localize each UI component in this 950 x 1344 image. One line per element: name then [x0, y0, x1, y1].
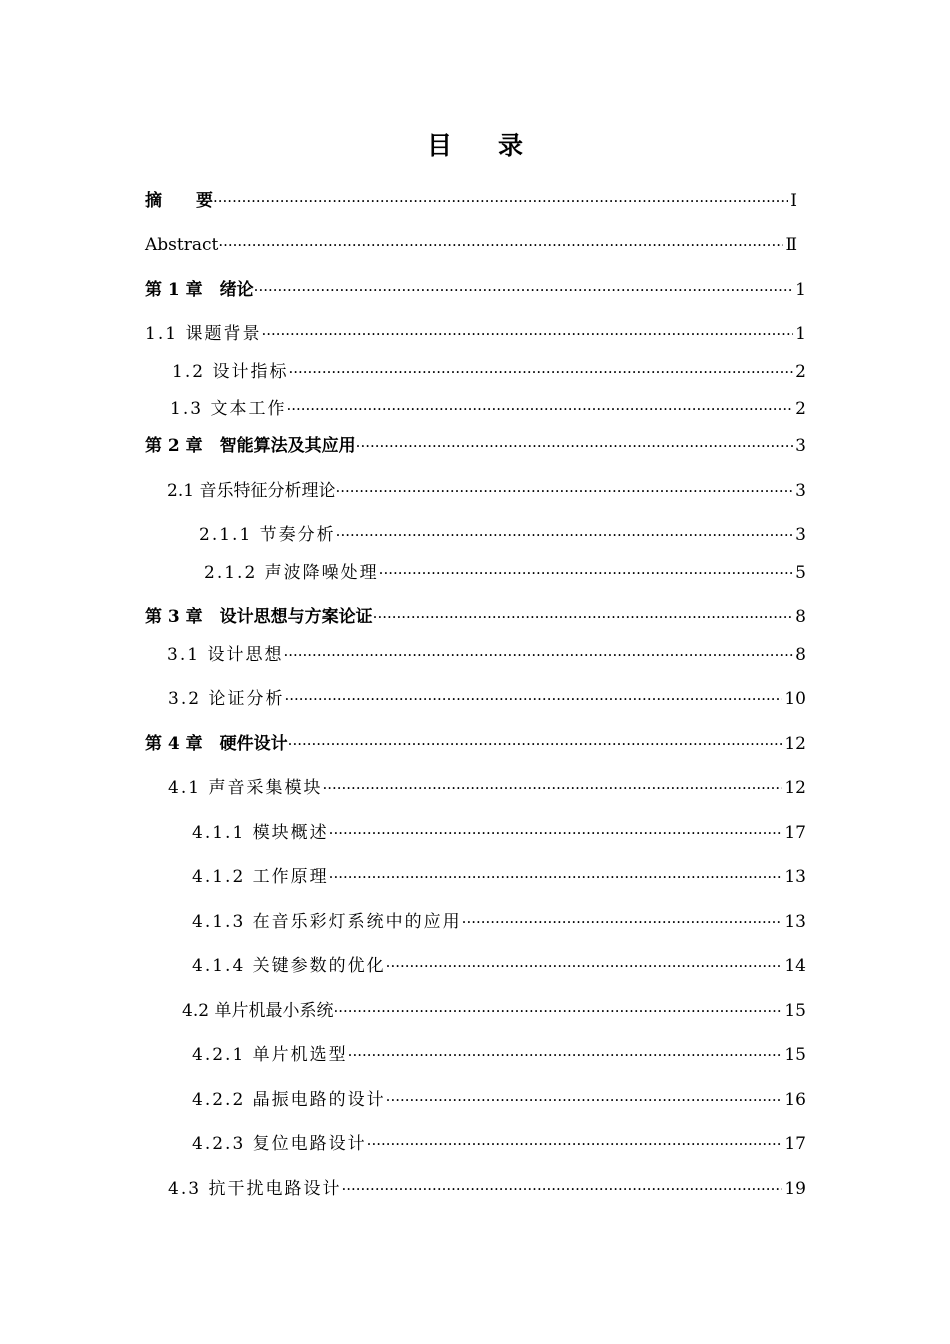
toc-leader [261, 323, 793, 345]
toc-page: 13 [784, 912, 806, 932]
toc-leader [283, 644, 793, 666]
toc-label: 1.1 课题背景 [145, 324, 262, 344]
toc-page: 12 [784, 734, 806, 754]
toc-page: Ⅰ [790, 191, 797, 211]
toc-entry-4-2-1[interactable] [192, 1044, 806, 1066]
toc-leader [288, 733, 783, 755]
toc-label: 1.3 文本工作 [170, 399, 287, 419]
toc-page: 14 [784, 956, 806, 976]
toc-label: 第 2 章 智能算法及其应用 [145, 436, 356, 456]
toc-page: 19 [784, 1179, 806, 1199]
toc-page: 16 [784, 1090, 806, 1110]
toc-entry-chapter-2[interactable] [145, 435, 806, 457]
toc-entry-3-1[interactable] [167, 644, 806, 666]
toc-entry-4-1-4[interactable] [192, 955, 806, 977]
toc-leader [218, 234, 783, 256]
toc-label: 4.2.2 晶振电路的设计 [192, 1090, 386, 1110]
toc-label: 第 4 章 硬件设计 [145, 734, 288, 754]
toc-leader [356, 435, 794, 457]
toc-page: 15 [784, 1001, 806, 1021]
toc-entry-4-2-3[interactable] [192, 1133, 806, 1155]
toc-page: 10 [784, 689, 806, 709]
toc-leader [386, 955, 783, 977]
toc-page: 5 [795, 563, 806, 583]
toc-page: 3 [795, 481, 806, 501]
toc-leader [373, 606, 794, 628]
toc-leader [322, 777, 782, 799]
toc-label: 4.2.3 复位电路设计 [192, 1134, 367, 1154]
toc-leader [348, 1044, 783, 1066]
toc-leader [335, 480, 793, 502]
toc-page: 8 [795, 645, 806, 665]
toc-label: 2.1.2 声波降噪处理 [204, 563, 379, 583]
toc-leader [379, 562, 794, 584]
toc-leader [329, 866, 783, 888]
title-left-char: 目 [426, 131, 452, 160]
toc-entry-chapter-1[interactable] [145, 279, 806, 301]
toc-page: 17 [784, 823, 806, 843]
toc-page: 17 [784, 1134, 806, 1154]
toc-entry-1-2[interactable] [172, 361, 806, 383]
toc-leader [213, 190, 788, 212]
toc-label: 4.1.2 工作原理 [192, 867, 329, 887]
toc-page: Ⅱ [785, 235, 797, 255]
toc-entry-2-1[interactable] [167, 480, 806, 502]
title-right-char: 录 [498, 131, 524, 160]
toc-page: 12 [784, 778, 806, 798]
page-title [0, 126, 950, 162]
toc-entry-4-1-1[interactable] [192, 822, 806, 844]
toc-leader [333, 1000, 782, 1022]
toc-entry-4-1[interactable] [168, 777, 806, 799]
toc-entry-4-2-2[interactable] [192, 1089, 806, 1111]
toc-leader [367, 1133, 783, 1155]
toc-leader [462, 911, 783, 933]
toc-label: 4.1.4 关键参数的优化 [192, 956, 386, 976]
toc-leader [386, 1089, 783, 1111]
toc-label: 4.1.3 在音乐彩灯系统中的应用 [192, 912, 462, 932]
toc-label: 4.1.1 模块概述 [192, 823, 329, 843]
toc-entry-4-1-3[interactable] [192, 911, 806, 933]
toc-entry-2-1-1[interactable] [199, 524, 806, 546]
toc-label: 4.3 抗干扰电路设计 [168, 1179, 342, 1199]
toc-entry-4-2[interactable] [182, 1000, 806, 1022]
toc-entry-abstract-en[interactable] [145, 234, 797, 256]
toc-label: 3.1 设计思想 [167, 645, 284, 665]
toc-label: 1.2 设计指标 [172, 362, 289, 382]
toc-page: 15 [784, 1045, 806, 1065]
toc-entry-2-1-2[interactable] [204, 562, 806, 584]
toc-entry-3-2[interactable] [168, 688, 806, 710]
toc-leader [286, 398, 793, 420]
toc-label: 2.1 音乐特征分析理论 [167, 481, 336, 501]
toc-label: 3.2 论证分析 [168, 689, 285, 709]
toc-page: 2 [795, 399, 806, 419]
toc-leader [288, 361, 793, 383]
toc-entry-4-3[interactable] [168, 1178, 806, 1200]
toc-label: 摘 要 [145, 191, 213, 211]
toc-page: 1 [795, 324, 806, 344]
toc-label: 第 1 章 绪论 [145, 280, 254, 300]
toc-page: 2 [795, 362, 806, 382]
toc-label: 4.2 单片机最小系统 [182, 1001, 334, 1021]
toc-label: 4.2.1 单片机选型 [192, 1045, 348, 1065]
toc-entry-abstract-cn[interactable] [145, 190, 797, 212]
toc-label: 4.1 声音采集模块 [168, 778, 323, 798]
toc-leader [336, 524, 794, 546]
toc-label: 第 3 章 设计思想与方案论证 [145, 607, 373, 627]
toc-leader [341, 1178, 782, 1200]
toc-leader [284, 688, 782, 710]
toc-leader [254, 279, 794, 301]
toc-label: Abstract [145, 235, 219, 255]
toc-entry-chapter-4[interactable] [145, 733, 806, 755]
toc-entry-1-3[interactable] [170, 398, 806, 420]
toc-page: 3 [795, 436, 806, 456]
toc-entry-1-1[interactable] [145, 323, 806, 345]
toc-page: 8 [795, 607, 806, 627]
toc-page: 3 [795, 525, 806, 545]
toc-label: 2.1.1 节奏分析 [199, 525, 336, 545]
toc-page: 1 [795, 280, 806, 300]
toc-entry-chapter-3[interactable] [145, 606, 806, 628]
toc-page: 13 [784, 867, 806, 887]
toc-leader [329, 822, 783, 844]
toc-entry-4-1-2[interactable] [192, 866, 806, 888]
